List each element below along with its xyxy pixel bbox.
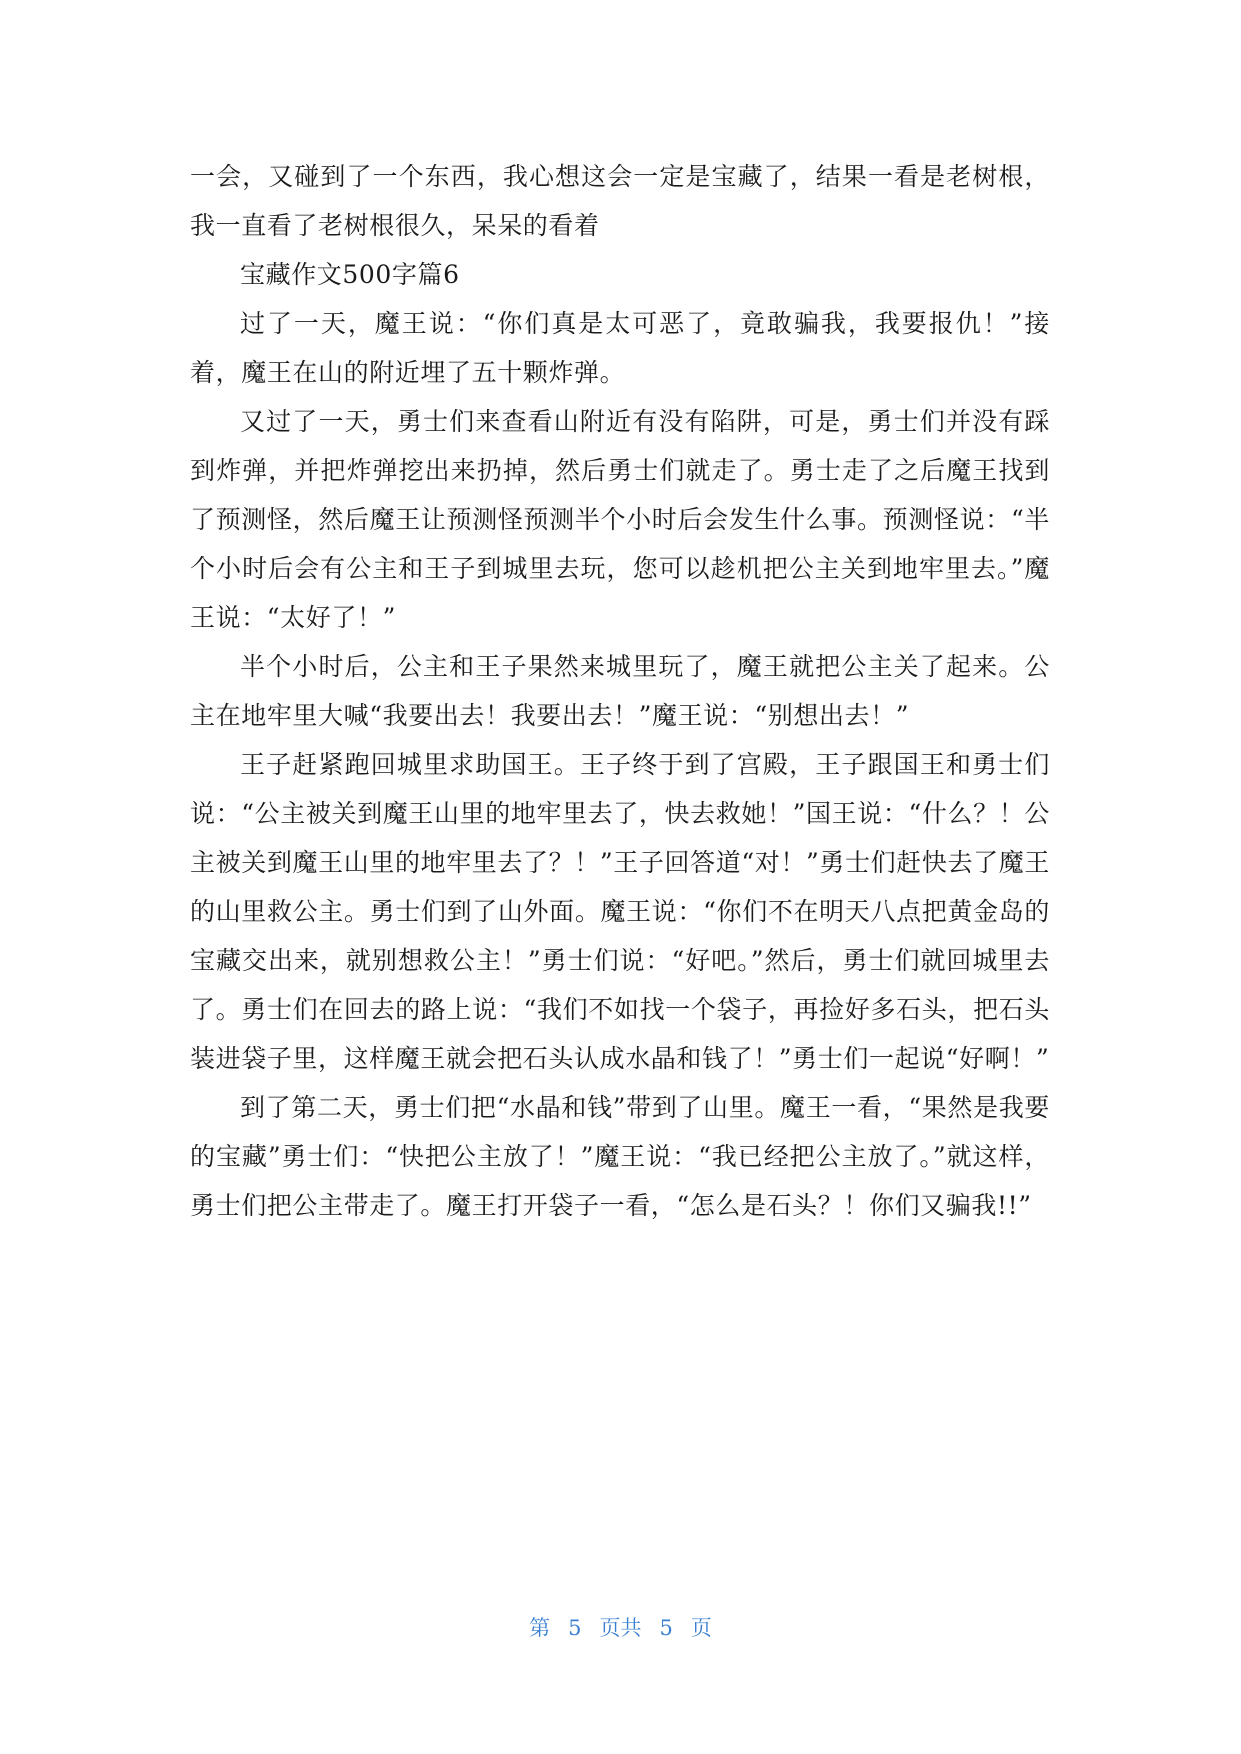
footer-prefix: 第 <box>529 1616 551 1640</box>
footer-total-pages: 5 <box>659 1616 673 1640</box>
document-body <box>190 152 1050 1230</box>
page-footer <box>0 1612 1241 1642</box>
section-heading: 宝藏作文500字篇6 <box>240 260 460 289</box>
paragraph-continuation: 一会，又碰到了一个东西，我心想这会一定是宝藏了，结果一看是老树根，我一直看了老树根很久，呆呆的看着 <box>190 162 1050 240</box>
footer-middle: 页共 <box>599 1616 642 1640</box>
paragraph: 到了第二天，勇士们把“水晶和钱”带到了山里。魔王一看，“果然是我要的宝藏”勇士们：“快把公主放了！”魔王说：“我已经把公主放了。”就这样，勇士们把公主带走了。魔王打开袋子一看，“怎么是石头？！你们又骗我!!” <box>190 1093 1050 1220</box>
footer-current-page: 5 <box>568 1616 582 1640</box>
footer-suffix: 页 <box>690 1616 712 1640</box>
paragraph: 又过了一天，勇士们来查看山附近有没有陷阱，可是，勇士们并没有踩到炸弹，并把炸弹挖出来扔掉，然后勇士们就走了。勇士走了之后魔王找到了预测怪，然后魔王让预测怪预测半个小时后会发生什么事。预测怪说：“半个小时后会有公主和王子到城里去玩，您可以趁机把公主关到地牢里去。”魔王说：“太好了！” <box>190 407 1050 632</box>
paragraph: 半个小时后，公主和王子果然来城里玩了，魔王就把公主关了起来。公主在地牢里大喊“我要出去！我要出去！”魔王说：“别想出去！” <box>190 652 1050 730</box>
paragraph: 王子赶紧跑回城里求助国王。王子终于到了宫殿，王子跟国王和勇士们说：“公主被关到魔王山里的地牢里去了，快去救她！”国王说：“什么？！公主被关到魔王山里的地牢里去了？！”王子回答道“对！”勇士们赶快去了魔王的山里救公主。勇士们到了山外面。魔王说：“你们不在明天八点把黄金岛的宝藏交出来，就别想救公主！”勇士们说：“好吧。”然后，勇士们就回城里去了。勇士们在回去的路上说：“我们不如找一个袋子，再捡好多石头，把石头装进袋子里，这样魔王就会把石头认成水晶和钱了！”勇士们一起说“好啊！” <box>190 750 1050 1073</box>
paragraph: 过了一天，魔王说：“你们真是太可恶了，竟敢骗我，我要报仇！”接着，魔王在山的附近埋了五十颗炸弹。 <box>190 309 1050 387</box>
